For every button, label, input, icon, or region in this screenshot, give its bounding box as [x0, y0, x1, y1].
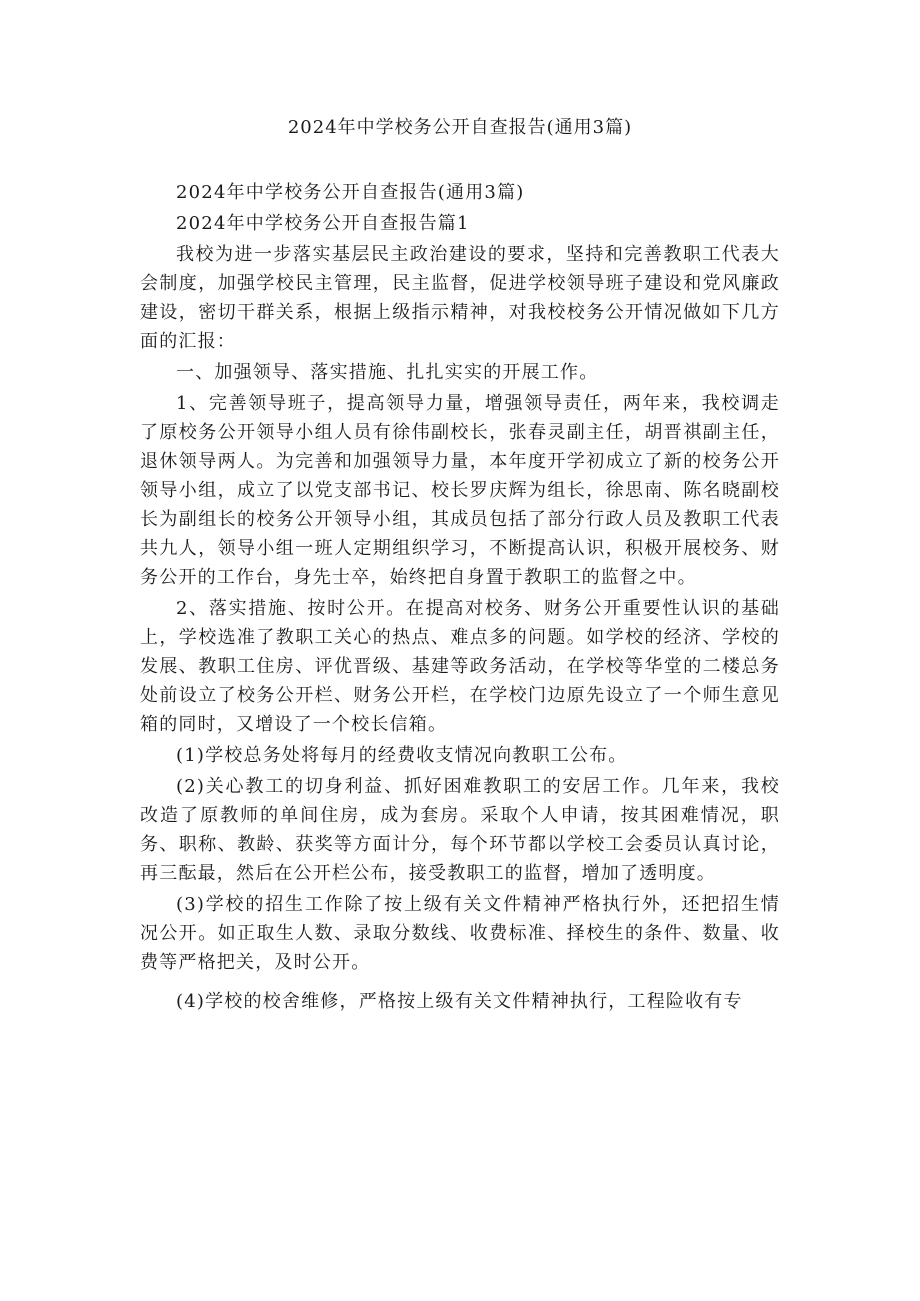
sub-item-1: (1)学校总务处将每月的经费收支情况向教职工公布。 — [176, 745, 628, 766]
intro-paragraph: 我校为进一步落实基层民主政治建设的要求，坚持和完善教职工代表大会制度，加强学校民主管理，民主监督，促进学校领导班子建设和党风廉政建设，密切干群关系，根据上级指示精神，对我校校务公开情况做如下几方面的汇报： — [140, 244, 780, 352]
sub-item-3: (3)学校的招生工作除了按上级有关文件精神严格执行外，还把招生情况公开。如正取生人数、录取分数线、收费标准、择校生的条件、数量、收费等严格把关，及时公开。 — [140, 894, 780, 973]
section-heading: 2024年中学校务公开自查报告篇1 — [176, 213, 470, 234]
heading-one: 一、加强领导、落实措施、扎扎实实的开展工作。 — [176, 362, 599, 383]
sub-item-2: (2)关心教工的切身利益、抓好困难教职工的安居工作。几年来，我校改造了原教师的单间住房，成为套房。采取个人申请，按其困难情况，职务、职称、教龄、获奖等方面计分，每个环节都以学校工会委员认真讨论，再三酝最，然后在公开栏公布，接受教职工的监督，增加了透明度。 — [140, 776, 780, 884]
paragraph-item-2: 2、落实措施、按时公开。在提高对校务、财务公开重要性认识的基础上，学校选准了教职工关心的热点、难点多的问题。如学校的经济、学校的发展、教职工住房、评优晋级、基建等政务活动，在学校等华堂的二楼总务处前设立了校务公开栏、财务公开栏，在学校门边原先设立了一个师生意见箱的同时，又增设了一个校长信箱。 — [140, 598, 780, 735]
document-title: 2024年中学校务公开自查报告(通用3篇) — [287, 117, 633, 138]
document-body — [140, 178, 780, 1018]
paragraph-item-1: 1、完善领导班子，提高领导力量，增强领导责任，两年来，我校调走了原校务公开领导小组人员有徐伟副校长，张春灵副主任，胡晋祺副主任，退休领导两人。为完善和加强领导力量，本年度开学初成立了新的校务公开领导小组，成立了以党支部书记、校长罗庆辉为组长，徐思南、陈名晓副校长为副组长的校务公开领导小组，其成员包括了部分行政人员及教职工代表共九人，领导小组一班人定期组织学习，不断提高认识，积极开展校务、财务公开的工作台，身先士卒，始终把自身置于教职工的监督之中。 — [140, 393, 780, 588]
sub-item-4: (4)学校的校舍维修，严格按上级有关文件精神执行，工程险收有专 — [176, 991, 743, 1012]
subtitle-paragraph: 2024年中学校务公开自查报告(通用3篇) — [176, 182, 525, 203]
